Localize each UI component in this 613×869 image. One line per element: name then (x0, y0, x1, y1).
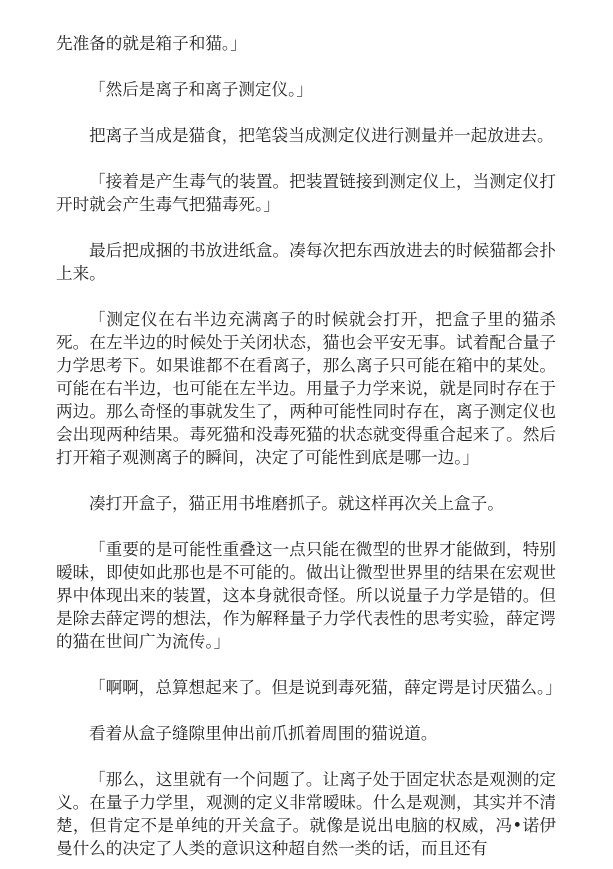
paragraph-5: 最后把成捆的书放进纸盒。凑每次把东西放进去的时候猫都会扑上来。 (56, 241, 556, 283)
paragraph-10: 看着从盒子缝隙里伸出前爪抓着周围的猫说道。 (89, 724, 438, 743)
paragraph-8: 「重要的是可能性重叠这一点只能在微型的世界才能做到，特别暧昧，即使如此那也是不可能的。做出让微型世界里的结果在宏观世界中体现出来的装置，这本身就很奇怪。所以说量子力学是错的。但是除去薛定谔的想法，作为解释量子力学代表性的思考实验，薛定谔的猫在世间广为流传。」 (56, 540, 556, 651)
paragraph-1: 先准备的就是箱子和猫。」 (56, 34, 247, 53)
paragraph-7: 凑打开盒子，猫正用书堆磨抓子。就这样再次关上盒子。 (89, 494, 504, 513)
document-page (56, 32, 562, 860)
paragraph-2: 「然后是离子和离子测定仪。」 (89, 80, 314, 99)
paragraph-11: 「那么，这里就有一个问题了。让离子处于固定状态是观测的定义。在量子力学里，观测的定义非常暧昧。什么是观测，其实并不清楚，但肯定不是单纯的开关盒子。就像是说出电脑的权威，冯•诺伊曼什么的决定了人类的意识这种超自然一类的话，而且还有 (56, 770, 556, 858)
paragraph-6: 「测定仪在右半边充满离子的时候就会打开，把盒子里的猫杀死。在左半边的时候处于关闭状态，猫也会平安无事。试着配合量子力学思考下。如果谁都不在看离子，那么离子只可能在箱中的某处。可能在右半边，也可能在左半边。用量子力学来说，就是同时存在于两边。那么奇怪的事就发生了，两种可能性同时存在，离子测定仪也会出现两种结果。毒死猫和没毒死猫的状态就变得重合起来了。然后打开箱子观测离子的瞬间，决定了可能性到底是哪一边。」 (56, 310, 556, 467)
paragraph-3: 把离子当成是猫食，把笔袋当成测定仪进行测量并一起放进去。 (89, 126, 554, 145)
paragraph-9: 「啊啊，总算想起来了。但是说到毒死猫，薛定谔是讨厌猫么。」 (89, 678, 562, 697)
paragraph-4: 「接着是产生毒气的装置。把装置链接到测定仪上，当测定仪打开时就会产生毒气把猫毒死。」 (56, 172, 556, 214)
